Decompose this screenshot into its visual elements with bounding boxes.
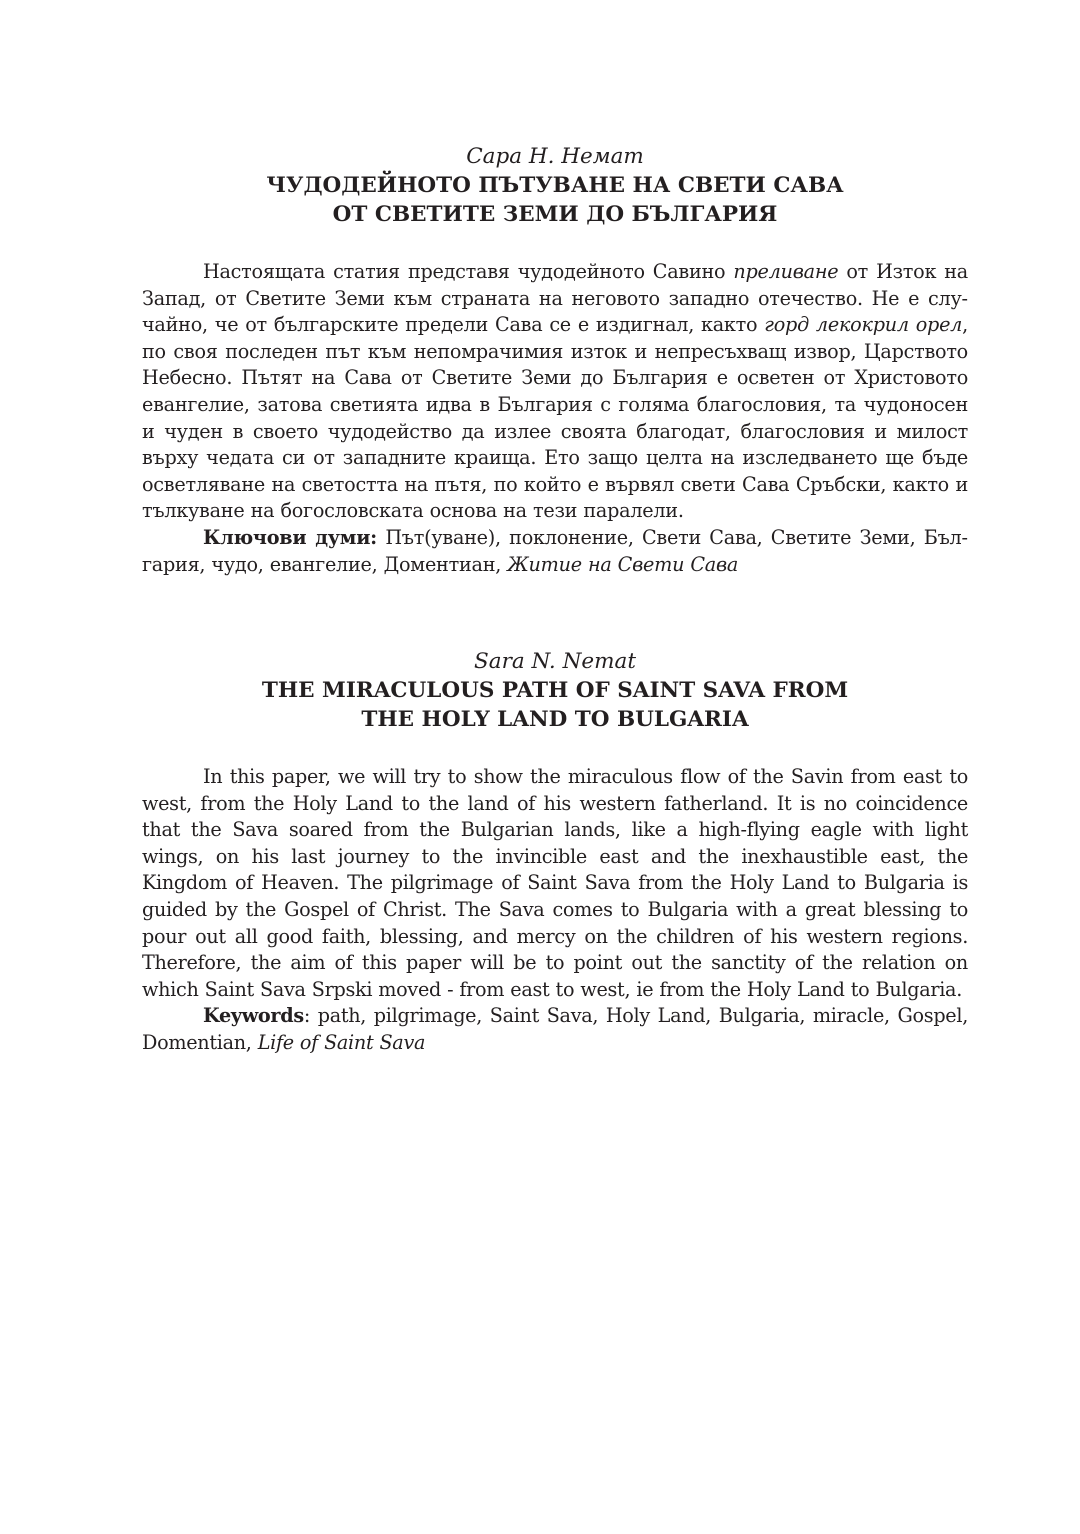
abstract-emphasis-bg-2: горд лекокрил орел [764,313,963,337]
keywords-emphasis-en: Life of Saint Sava [257,1030,426,1054]
title-line-2-en: THE HOLY LAND TO BULGARIA [361,707,749,732]
abstract-paragraph-en: In this paper, we will try to show the miraculous flow of the Savin from east to west, from the Holy Land to the land of his western fatherland. It is no coincidence that the Sava soared from the Bulgarian lands, like a high-flying eagle with light wings, on his last journey to the invincible east and the inexhaustible east, the Kingdom of Heaven. The pilgrimage of Saint Sava from the Holy Land to Bulgaria is guided by the Gospel of Christ. The Sava comes to Bulgaria with a great blessing to pour out all good faith, blessing, and mercy on the children of his western regions. Therefore, the aim of this paper will be to point out the sanctity of the relation on which Saint Sava Srpski moved - from east to west, ie from the Holy Land to Bulgaria. [142,765,968,1001]
title-line-1-bg: ЧУДОДЕЙНОТО ПЪТУВАНЕ НА СВЕТИ САВА [266,173,844,198]
paper-title-bg [142,171,968,229]
keywords-text-en: : path, pilgrimage, Saint Sava, Holy Land, Bulgaria, miracle, Gospel, Domentian, [142,1004,968,1054]
title-line-1-en: THE MIRACULOUS PATH OF SAINT SAVA FROM [261,678,849,703]
author-name-bg: Сара Н. Немат [466,144,644,169]
abstract-emphasis-bg-1: преливане [733,260,839,283]
keywords-emphasis-bg: Житие на Свети Сава [507,552,739,576]
keywords-paragraph-bg [142,525,968,578]
keywords-label-en: Keywords [203,1004,304,1028]
abstract-text-bg-2: от Изток на Запад, от Светите Земи към страната на неговото западно отечество. Не е случайно, че от българските предели Сава се е издигнал, както [142,260,968,337]
abstract-paragraph-bg [142,259,968,525]
paper-title-en [142,676,968,734]
keywords-paragraph-en [142,1003,968,1056]
abstract-bg [142,259,968,578]
keywords-text-bg: Път(уване), поклонение, Свети Сава, Светите Земи, България, чудо, евангелие, Доментиан, [142,525,968,576]
title-line-2-bg: ОТ СВЕТИТЕ ЗЕМИ ДО БЪЛГАРИЯ [332,202,778,227]
author-name-en: Sara N. Nemat [474,649,636,674]
keywords-label-bg: Ключови думи: [203,525,378,549]
abstract-text-bg-1: Настоящата статия представя чудодейното Савино [203,260,734,283]
bulgarian-section [142,142,968,578]
english-section [142,647,968,1057]
abstract-en [142,764,968,1057]
abstract-text-bg-3: , по своя последен път към непомрачимия изток и непресъхващ извор, Царството Небесно. Пътят на Сава от Светите Земи до България е осветен от Христовото евангелие, затова светията идва в България с голяма благословия, та чудоносен и чуден в своето чудодейство да излее своята благодат, благословия и милост върху чедата си от западните краища. Ето защо целта на изследването ще бъде осветляване на светостта на пътя, по който е вървял свети Сава Сръбски, както и тълкуване на богословската основа на тези паралели. [142,313,969,523]
